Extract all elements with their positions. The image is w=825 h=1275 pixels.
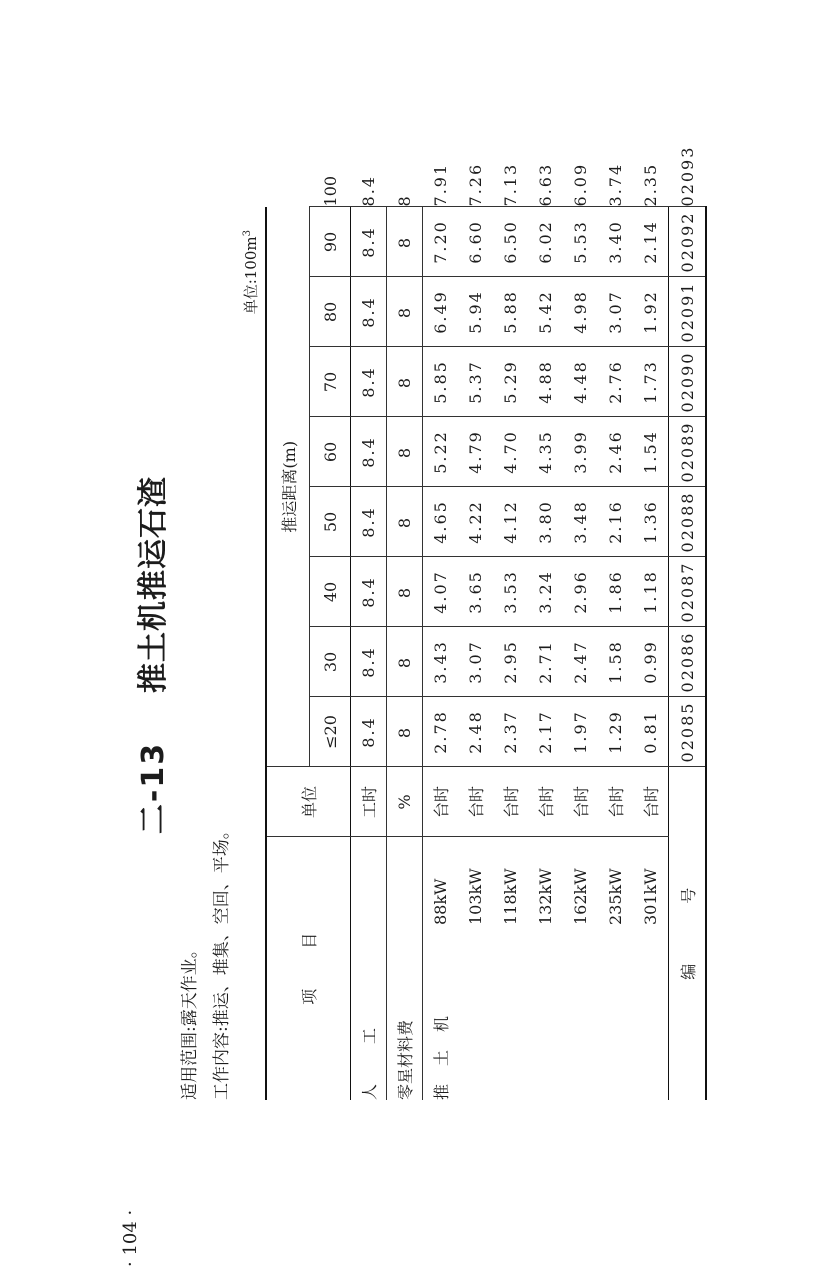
value-cell: 4.12	[493, 487, 528, 557]
code-cell: 02085	[669, 697, 707, 767]
row-subitem: 132kW	[536, 868, 555, 925]
title-text: 推土机推运石渣	[136, 475, 171, 693]
row-subitem: 118kW	[501, 868, 520, 925]
value-cell: 5.88	[493, 277, 528, 347]
row-subitem: 301kW	[641, 868, 660, 925]
value-cell: 4.07	[423, 557, 459, 627]
value-cell: 3.48	[563, 487, 598, 557]
row-unit: 台时	[598, 767, 633, 837]
value-cell: 1.86	[598, 557, 633, 627]
unit-label-text: 单位:100m	[242, 236, 260, 315]
value-cell: 5.37	[458, 347, 493, 417]
value-cell: 3.43	[423, 627, 459, 697]
row-category: 人工	[351, 837, 387, 1100]
distance-cell: 50	[310, 487, 351, 557]
value-cell: 8	[387, 627, 423, 697]
value-cell: 2.48	[458, 697, 493, 767]
value-cell: 2.17	[528, 697, 563, 767]
row-unit: 台时	[563, 767, 598, 837]
row-unit: 台时	[493, 767, 528, 837]
table-row: 零星材料费 % 8 8 8 8 8 8 8 8 8	[387, 207, 423, 1100]
value-cell: 8	[387, 557, 423, 627]
value-cell: 4.88	[528, 347, 563, 417]
value-cell: 1.92	[633, 277, 669, 347]
value-cell: 8.4	[351, 697, 387, 767]
code-cell: 02089	[669, 417, 707, 487]
value-cell: 5.22	[423, 417, 459, 487]
value-cell: 1.97	[563, 697, 598, 767]
value-cell: 5.42	[528, 277, 563, 347]
row-category	[563, 925, 598, 1100]
distance-cell: 40	[310, 557, 351, 627]
distance-cell: 30	[310, 627, 351, 697]
quota-table	[265, 145, 707, 1100]
code-cell: 02087	[669, 557, 707, 627]
value-cell: 1.36	[633, 487, 669, 557]
value-cell: 3.65	[458, 557, 493, 627]
value-cell: 2.37	[493, 697, 528, 767]
table-row: 132kW 台时 2.17 2.71 3.24 3.80 4.35 4.88 5.42 6.02 6.63	[528, 207, 563, 1100]
row-unit: 台时	[528, 767, 563, 837]
value-cell: 3.53	[493, 557, 528, 627]
code-cell: 02091	[669, 277, 707, 347]
value-cell: 6.02	[528, 207, 563, 277]
scope-note: 适用范围:露天作业。	[180, 941, 200, 1100]
value-cell: 3.07	[458, 627, 493, 697]
row-subitem: 162kW	[571, 868, 590, 925]
value-cell: 8.4	[351, 207, 387, 277]
value-cell: 3.80	[528, 487, 563, 557]
value-cell: 8.4	[351, 277, 387, 347]
code-cell: 02086	[669, 627, 707, 697]
row-category: 零星材料费	[387, 837, 423, 1100]
value-cell: 6.50	[493, 207, 528, 277]
value-cell: 3.24	[528, 557, 563, 627]
value-cell: 6.49	[423, 277, 459, 347]
code-cell: 02088	[669, 487, 707, 557]
value-cell: 5.29	[493, 347, 528, 417]
value-cell: 0.81	[633, 697, 669, 767]
value-cell: 2.16	[598, 487, 633, 557]
table-row: 118kW 台时 2.37 2.95 3.53 4.12 4.70 5.29 5.88 6.50 7.13	[493, 207, 528, 1100]
row-category	[598, 925, 633, 1100]
value-cell: 8.4	[351, 627, 387, 697]
value-cell: 8	[387, 347, 423, 417]
value-cell: 6.60	[458, 207, 493, 277]
work-content-note: 工作内容:推运、堆集、空回、平场。	[212, 822, 232, 1100]
value-cell: 2.46	[598, 417, 633, 487]
row-unit: 台时	[458, 767, 493, 837]
code-label: 编号	[669, 767, 707, 1100]
value-cell: 5.85	[423, 347, 459, 417]
row-unit: 工时	[351, 767, 387, 837]
value-cell: 1.73	[633, 347, 669, 417]
distance-cell: 80	[310, 277, 351, 347]
value-cell: 8	[387, 697, 423, 767]
value-cell: 7.20	[423, 207, 459, 277]
distance-header: 推运距离(m)	[266, 207, 310, 767]
distance-row: ≤20 30 40 50 60 70 80 90 100	[310, 207, 351, 1100]
row-subitem: 88kW	[423, 837, 459, 925]
page-title	[128, 305, 172, 1005]
value-cell: 2.78	[423, 697, 459, 767]
value-cell: 3.40	[598, 207, 633, 277]
table-row: 162kW 台时 1.97 2.47 2.96 3.48 3.99 4.48 4.98 5.53 6.09	[563, 207, 598, 1100]
value-cell: 5.53	[563, 207, 598, 277]
value-cell: 3.99	[563, 417, 598, 487]
row-unit: %	[387, 767, 423, 837]
code-cell: 02090	[669, 347, 707, 417]
value-cell: 2.71	[528, 627, 563, 697]
value-cell: 4.79	[458, 417, 493, 487]
value-cell: 8.4	[351, 557, 387, 627]
value-cell: 4.22	[458, 487, 493, 557]
value-cell: 4.35	[528, 417, 563, 487]
row-subitem: 235kW	[606, 868, 625, 925]
code-row: 编号 02085 02086 02087 02088 02089 02090 02091 02092 02093	[669, 207, 707, 1100]
row-unit: 台时	[633, 767, 669, 837]
unit-superscript: 3	[242, 230, 253, 237]
value-cell: 2.47	[563, 627, 598, 697]
value-cell: 8.4	[351, 347, 387, 417]
value-cell: 4.48	[563, 347, 598, 417]
value-cell: 8	[387, 207, 423, 277]
value-cell: 2.96	[563, 557, 598, 627]
table-row: 301kW 台时 0.81 0.99 1.18 1.36 1.54 1.73 1.92 2.14 2.35	[633, 207, 669, 1100]
value-cell: 4.98	[563, 277, 598, 347]
distance-cell: ≤20	[310, 697, 351, 767]
row-subitem: 103kW	[466, 868, 485, 925]
code-cell: 02092	[669, 207, 707, 277]
value-cell: 8.4	[351, 417, 387, 487]
title-code: 二-13	[136, 741, 171, 835]
value-cell: 2.95	[493, 627, 528, 697]
value-cell: 1.54	[633, 417, 669, 487]
table-row: 103kW 台时 2.48 3.07 3.65 4.22 4.79 5.37 5.94 6.60 7.26	[458, 207, 493, 1100]
value-cell: 8	[387, 277, 423, 347]
row-category	[458, 925, 493, 1100]
value-cell: 0.99	[633, 627, 669, 697]
row-category	[528, 925, 563, 1100]
distance-cell: 70	[310, 347, 351, 417]
value-cell: 2.14	[633, 207, 669, 277]
value-cell: 1.58	[598, 627, 633, 697]
value-cell: 3.07	[598, 277, 633, 347]
row-category	[493, 925, 528, 1100]
row-unit: 台时	[423, 767, 459, 837]
table-row: 推土机 88kW 台时 2.78 3.43 4.07 4.65 5.22 5.85 6.49 7.20 7.91	[423, 207, 459, 1100]
unit-header: 单位	[266, 767, 351, 837]
value-cell: 8.4	[351, 487, 387, 557]
distance-cell: 90	[310, 207, 351, 277]
unit-label	[240, 230, 261, 350]
table-row: 人工 工时 8.4 8.4 8.4 8.4 8.4 8.4 8.4 8.4 8.4	[351, 207, 387, 1100]
distance-cell: 60	[310, 417, 351, 487]
value-cell: 1.29	[598, 697, 633, 767]
value-cell: 8	[387, 487, 423, 557]
row-category	[633, 925, 669, 1100]
value-cell: 2.76	[598, 347, 633, 417]
row-category: 推土机	[423, 925, 459, 1100]
value-cell: 4.65	[423, 487, 459, 557]
item-header: 项目	[266, 837, 351, 1100]
value-cell: 8	[387, 417, 423, 487]
value-cell: 5.94	[458, 277, 493, 347]
page-number: · 104 ·	[120, 1209, 141, 1267]
value-cell: 4.70	[493, 417, 528, 487]
table-row: 235kW 台时 1.29 1.58 1.86 2.16 2.46 2.76 3.07 3.40 3.74	[598, 207, 633, 1100]
value-cell: 1.18	[633, 557, 669, 627]
